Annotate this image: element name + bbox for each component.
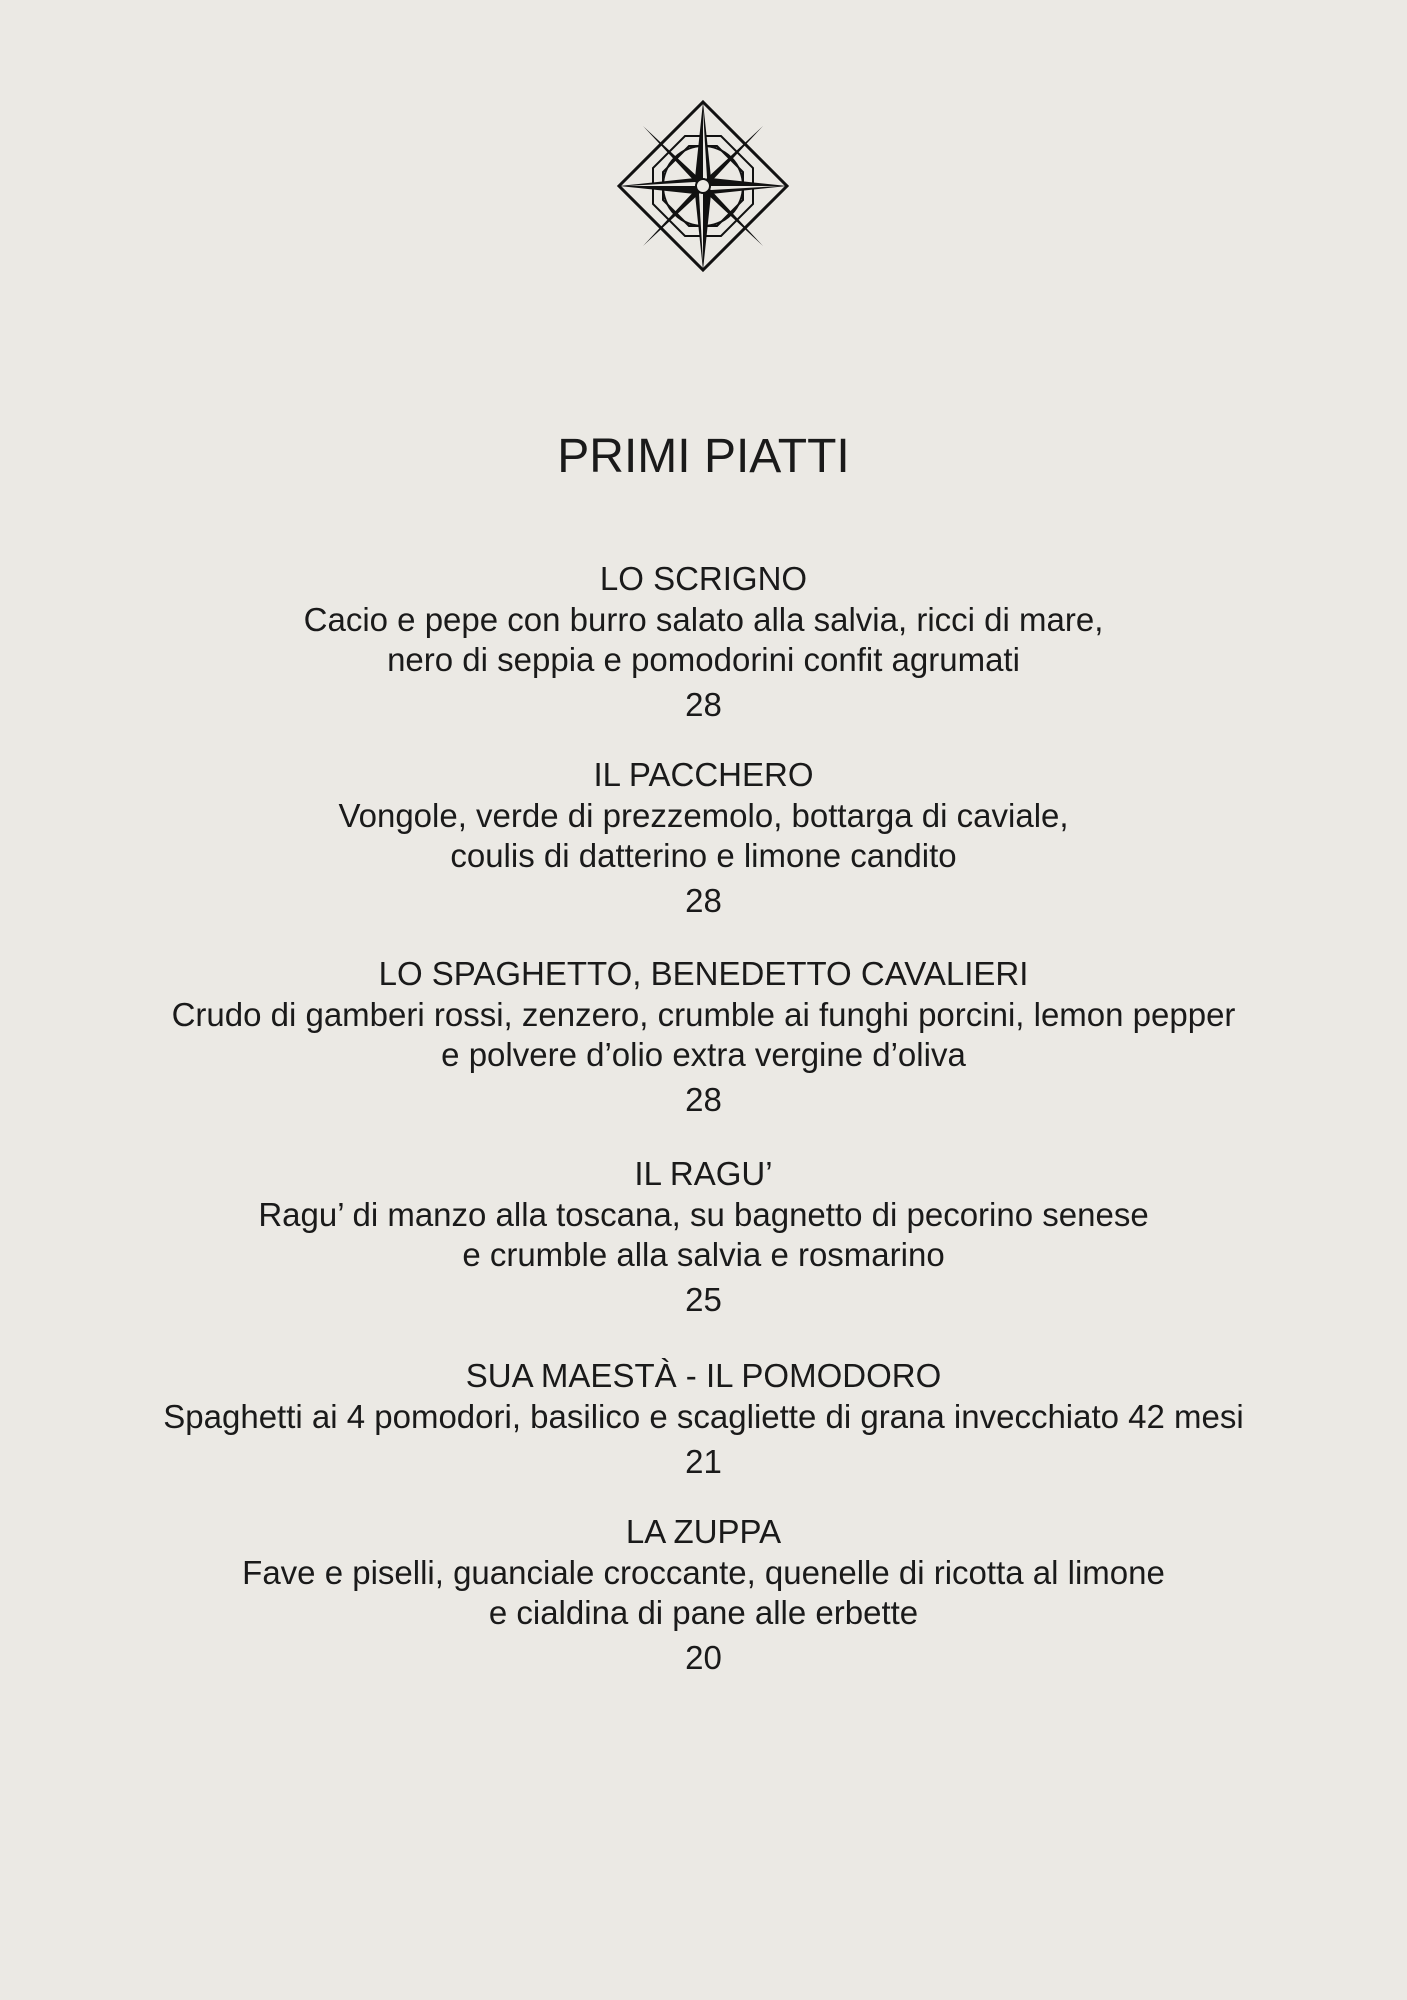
dish-item: [0, 1511, 1407, 1679]
dish-description-line: e crumble alla salvia e rosmarino: [462, 1236, 945, 1273]
dish-item: [0, 754, 1407, 922]
dish-description-line: Spaghetti ai 4 pomodori, basilico e scagliette di grana invecchiato 42 mesi: [163, 1398, 1244, 1435]
dish-price: 28: [685, 686, 722, 723]
dish-name: LA ZUPPA: [625, 1513, 782, 1550]
dish-price: 28: [685, 882, 722, 919]
dish-description: [0, 796, 1407, 876]
dish-price: 21: [685, 1443, 722, 1480]
compass-star-icon: [615, 98, 791, 274]
dish-price: 28: [685, 1081, 722, 1118]
dish-description-line: Vongole, verde di prezzemolo, bottarga di caviale,: [338, 797, 1069, 834]
dish-description-line: Crudo di gamberi rossi, zenzero, crumble ai funghi porcini, lemon pepper: [171, 996, 1236, 1033]
dish-description: [0, 600, 1407, 680]
dish-description-line: Fave e piselli, guanciale croccante, quenelle di ricotta al limone: [242, 1554, 1165, 1591]
dish-description-line: e polvere d’olio extra vergine d’oliva: [441, 1036, 966, 1073]
dish-name: IL PACCHERO: [593, 756, 814, 793]
dish-item: [0, 1153, 1407, 1321]
dish-item: [0, 1355, 1407, 1483]
dish-price: 25: [685, 1281, 722, 1318]
dish-description-line: Ragu’ di manzo alla toscana, su bagnetto di pecorino senese: [258, 1196, 1149, 1233]
dish-name: LO SPAGHETTO, BENEDETTO CAVALIERI: [378, 955, 1029, 992]
dish-name: IL RAGU’: [634, 1155, 773, 1192]
dish-item: [0, 558, 1407, 726]
dish-description-line: coulis di datterino e limone candito: [450, 837, 957, 874]
dish-price: 20: [685, 1639, 722, 1676]
dish-description-line: nero di seppia e pomodorini confit agrumati: [387, 641, 1020, 678]
dish-description: [0, 1553, 1407, 1633]
dish-name: SUA MAESTÀ - IL POMODORO: [465, 1357, 942, 1394]
dish-description-line: Cacio e pepe con burro salato alla salvia, ricci di mare,: [303, 601, 1104, 638]
dish-name: LO SCRIGNO: [599, 560, 808, 597]
dish-description: [0, 995, 1407, 1075]
dish-description-line: e cialdina di pane alle erbette: [488, 1594, 919, 1631]
section-title: PRIMI PIATTI: [557, 430, 850, 483]
dish-item: [0, 953, 1407, 1121]
dish-description: [0, 1195, 1407, 1275]
dish-description: [0, 1397, 1407, 1437]
